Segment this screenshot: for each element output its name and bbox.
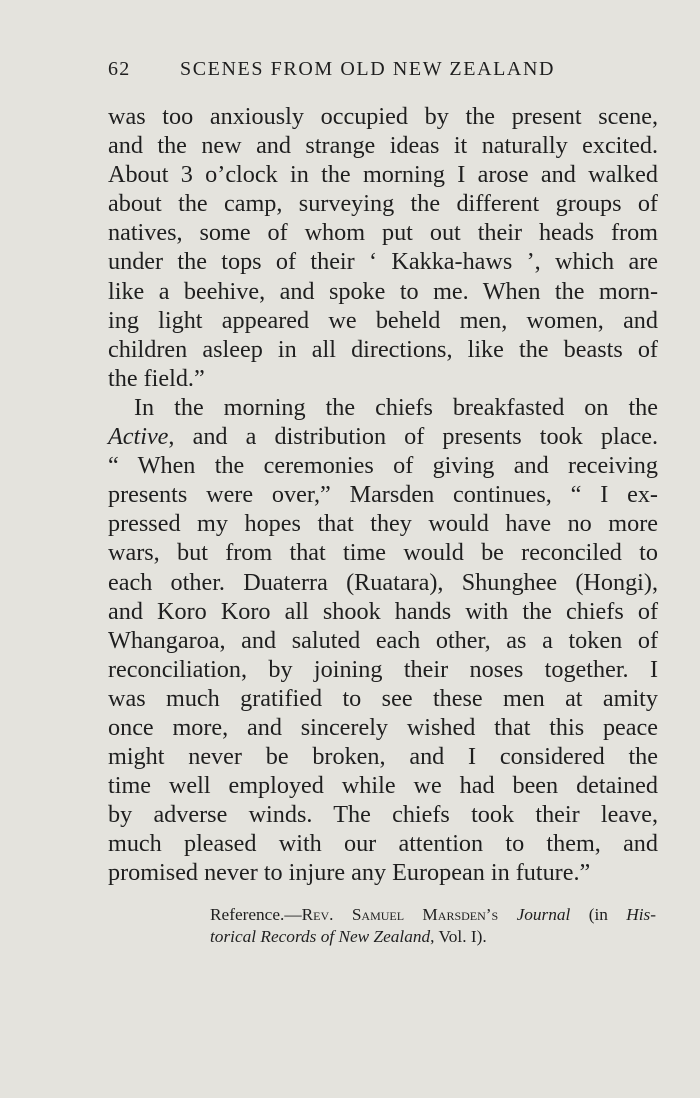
text-line: wars, but from that time would be reconciled to xyxy=(108,539,658,567)
text-line: ing light appeared we beheld men, women, and xyxy=(108,306,658,334)
text-line: was too anxiously occupied by the present scene, xyxy=(108,103,658,130)
text-line-rest: , and a distribution of presents took place. xyxy=(168,423,658,451)
text-line: about the camp, surveying the different groups of xyxy=(108,190,658,218)
text-line: each other. Duaterra (Ruatara), Shunghee (Hongi), xyxy=(108,568,658,596)
text-line: might never be broken, and I considered the xyxy=(108,743,658,771)
text-line-with-ship-name xyxy=(108,422,658,451)
reference-label: Reference.— xyxy=(210,905,302,924)
page-number: 62 xyxy=(108,58,131,80)
text-line: About 3 o’clock in the morning I arose and walked xyxy=(108,161,658,189)
body-text xyxy=(108,102,658,888)
reference-source-part2: torical Records of New Zealand xyxy=(210,927,431,946)
text-line: was much gratified to see these men at amity xyxy=(108,684,658,712)
text-line: reconciliation, by joining their noses together. I xyxy=(108,655,658,683)
text-line: like a beehive, and spoke to me. When the morn- xyxy=(108,277,658,305)
text-line: In the morning the chiefs breakfasted on the xyxy=(134,393,658,421)
text-line: Whangaroa, and saluted each other, as a token of xyxy=(108,626,658,654)
text-line: the field.” xyxy=(108,364,205,392)
reference-volume: , Vol. I). xyxy=(430,927,487,946)
text-line: promised never to injure any European in future.” xyxy=(108,859,591,887)
text-line: children asleep in all directions, like the beasts of xyxy=(108,335,658,363)
running-head xyxy=(108,58,593,86)
text-line: once more, and sincerely wished that this peace xyxy=(108,713,658,741)
text-line: under the tops of their ‘ Kakka-haws ’, which are xyxy=(108,248,658,276)
reference-paren: (in xyxy=(570,905,627,924)
text-line: and Koro Koro all shook hands with the chiefs of xyxy=(108,597,658,625)
text-line: and the new and strange ideas it naturally excited. xyxy=(108,132,658,160)
text-line: much pleased with our attention to them, and xyxy=(108,830,658,858)
text-line: pressed my hopes that they would have no more xyxy=(108,510,658,538)
text-line: “ When the ceremonies of giving and receiving xyxy=(108,452,658,480)
reference-work: Journal xyxy=(516,905,571,924)
reference-line-2 xyxy=(210,926,656,948)
reference-line-1 xyxy=(210,904,656,926)
text-line: by adverse winds. The chiefs took their leave, xyxy=(108,801,658,829)
running-title: SCENES FROM OLD NEW ZEALAND xyxy=(180,58,556,80)
ship-name: Active xyxy=(108,423,169,451)
reference-note xyxy=(210,904,656,948)
reference-author: Rev. Samuel Marsden’s xyxy=(301,905,499,924)
text-line: natives, some of whom put out their heads from xyxy=(108,219,658,247)
text-line: time well employed while we had been detained xyxy=(108,772,658,800)
text-line: presents were over,” Marsden continues, “ I ex- xyxy=(108,481,658,509)
reference-source-part1: His- xyxy=(626,905,656,924)
